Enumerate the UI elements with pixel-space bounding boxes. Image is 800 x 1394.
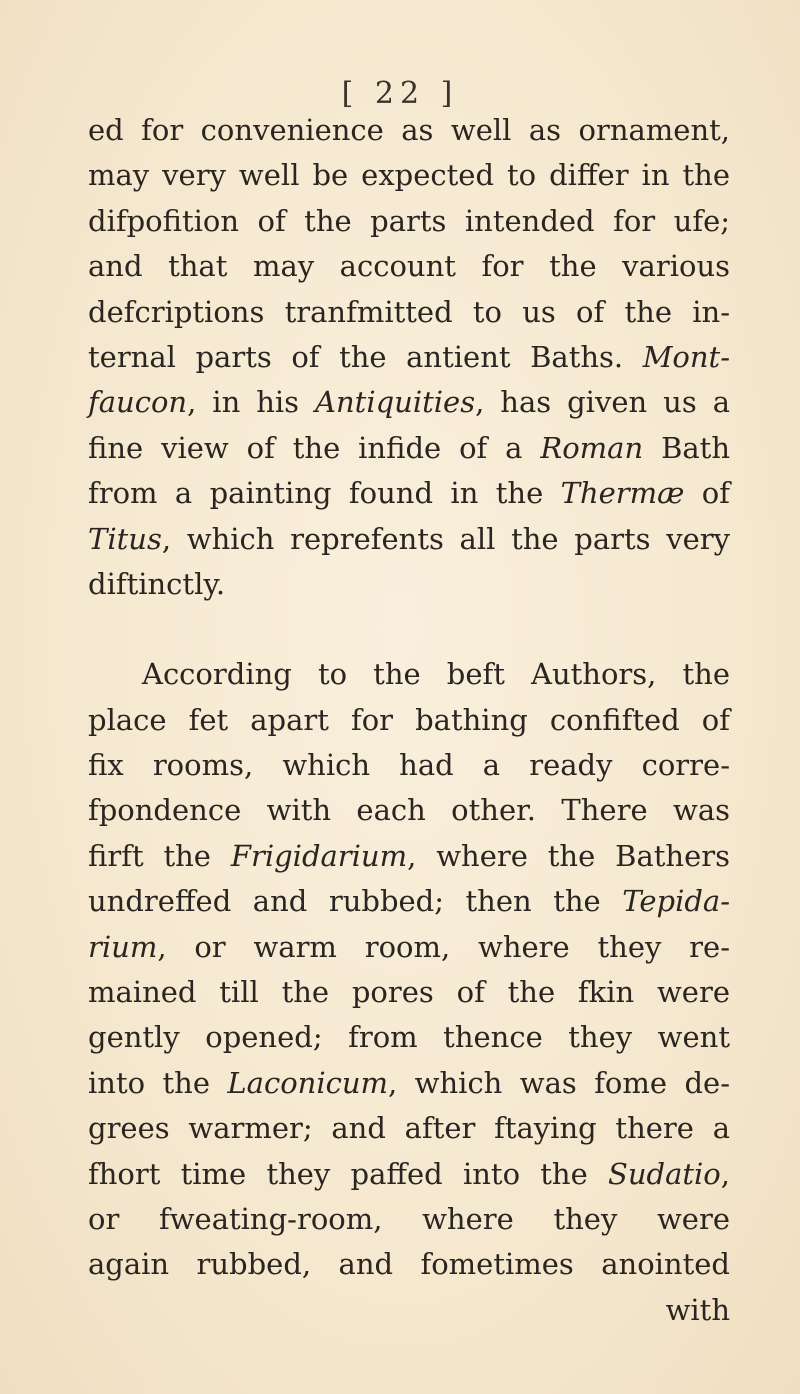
italic-term: Frigidarium — [230, 838, 408, 873]
text-line: or fweating-room, where they were — [88, 1201, 730, 1236]
italic-title: Antiquities — [315, 385, 476, 420]
text-line: rium, or warm room, where they re- — [88, 929, 730, 964]
text-line: fix rooms, which had a ready corre- — [88, 748, 730, 783]
italic-term: Sudatio — [607, 1156, 721, 1191]
text-line: from a painting found in the Thermæ of — [88, 476, 731, 511]
text-line: faucon, in his Antiquities, has given us a — [88, 385, 730, 420]
paragraph — [88, 652, 730, 1333]
text-line: fhort time they paffed into the Sudatio, — [88, 1156, 730, 1191]
paragraph-gap — [88, 607, 730, 652]
italic-term: Tepida- — [622, 884, 730, 919]
text-line: fpondence with each other. There was — [88, 793, 730, 828]
text-line: undreffed and rubbed; then the Tepida- — [88, 884, 730, 919]
text-line: fine view of the infide of a Roman Bath — [88, 430, 730, 465]
italic-name: faucon — [88, 385, 188, 420]
italic-name: Titus — [88, 521, 162, 556]
text-line: into the Laconicum, which was fome de- — [88, 1065, 730, 1100]
italic-term: Laconicum — [227, 1065, 389, 1100]
text-line: According to the beft Authors, the — [142, 657, 730, 692]
text-line: and that may account for the various — [88, 249, 730, 284]
italic-name: Mont- — [642, 339, 730, 374]
italic-term: Thermæ — [560, 476, 685, 511]
italic-term: Roman — [540, 430, 644, 465]
text-line: may very well be expected to differ in the — [88, 158, 730, 193]
text-line: firft the Frigidarium, where the Bathers — [88, 838, 730, 873]
text-line: place fet apart for bathing confifted of — [88, 702, 730, 737]
text-line: ternal parts of the antient Baths. Mont- — [88, 339, 730, 374]
text-line: difpofition of the parts intended for ufe; — [88, 203, 730, 238]
body-text — [88, 108, 730, 1333]
catchword: with — [665, 1292, 730, 1327]
text-line: again rubbed, and fometimes anointed — [88, 1247, 730, 1282]
paragraph — [88, 108, 730, 607]
text-line: diftinctly. — [88, 566, 226, 601]
text-line: gently opened; from thence they went — [88, 1020, 730, 1055]
text-line: defcriptions tranfmitted to us of the in- — [88, 294, 730, 329]
text-line: Titus, which reprefents all the parts very — [88, 521, 730, 556]
text-line: mained till the pores of the fkin were — [88, 975, 730, 1010]
page-number: [ 22 ] — [341, 76, 459, 111]
text-line: grees warmer; and after ftaying there a — [88, 1111, 730, 1146]
italic-term: rium — [88, 929, 158, 964]
text-line: ed for convenience as well as ornament, — [88, 113, 730, 147]
